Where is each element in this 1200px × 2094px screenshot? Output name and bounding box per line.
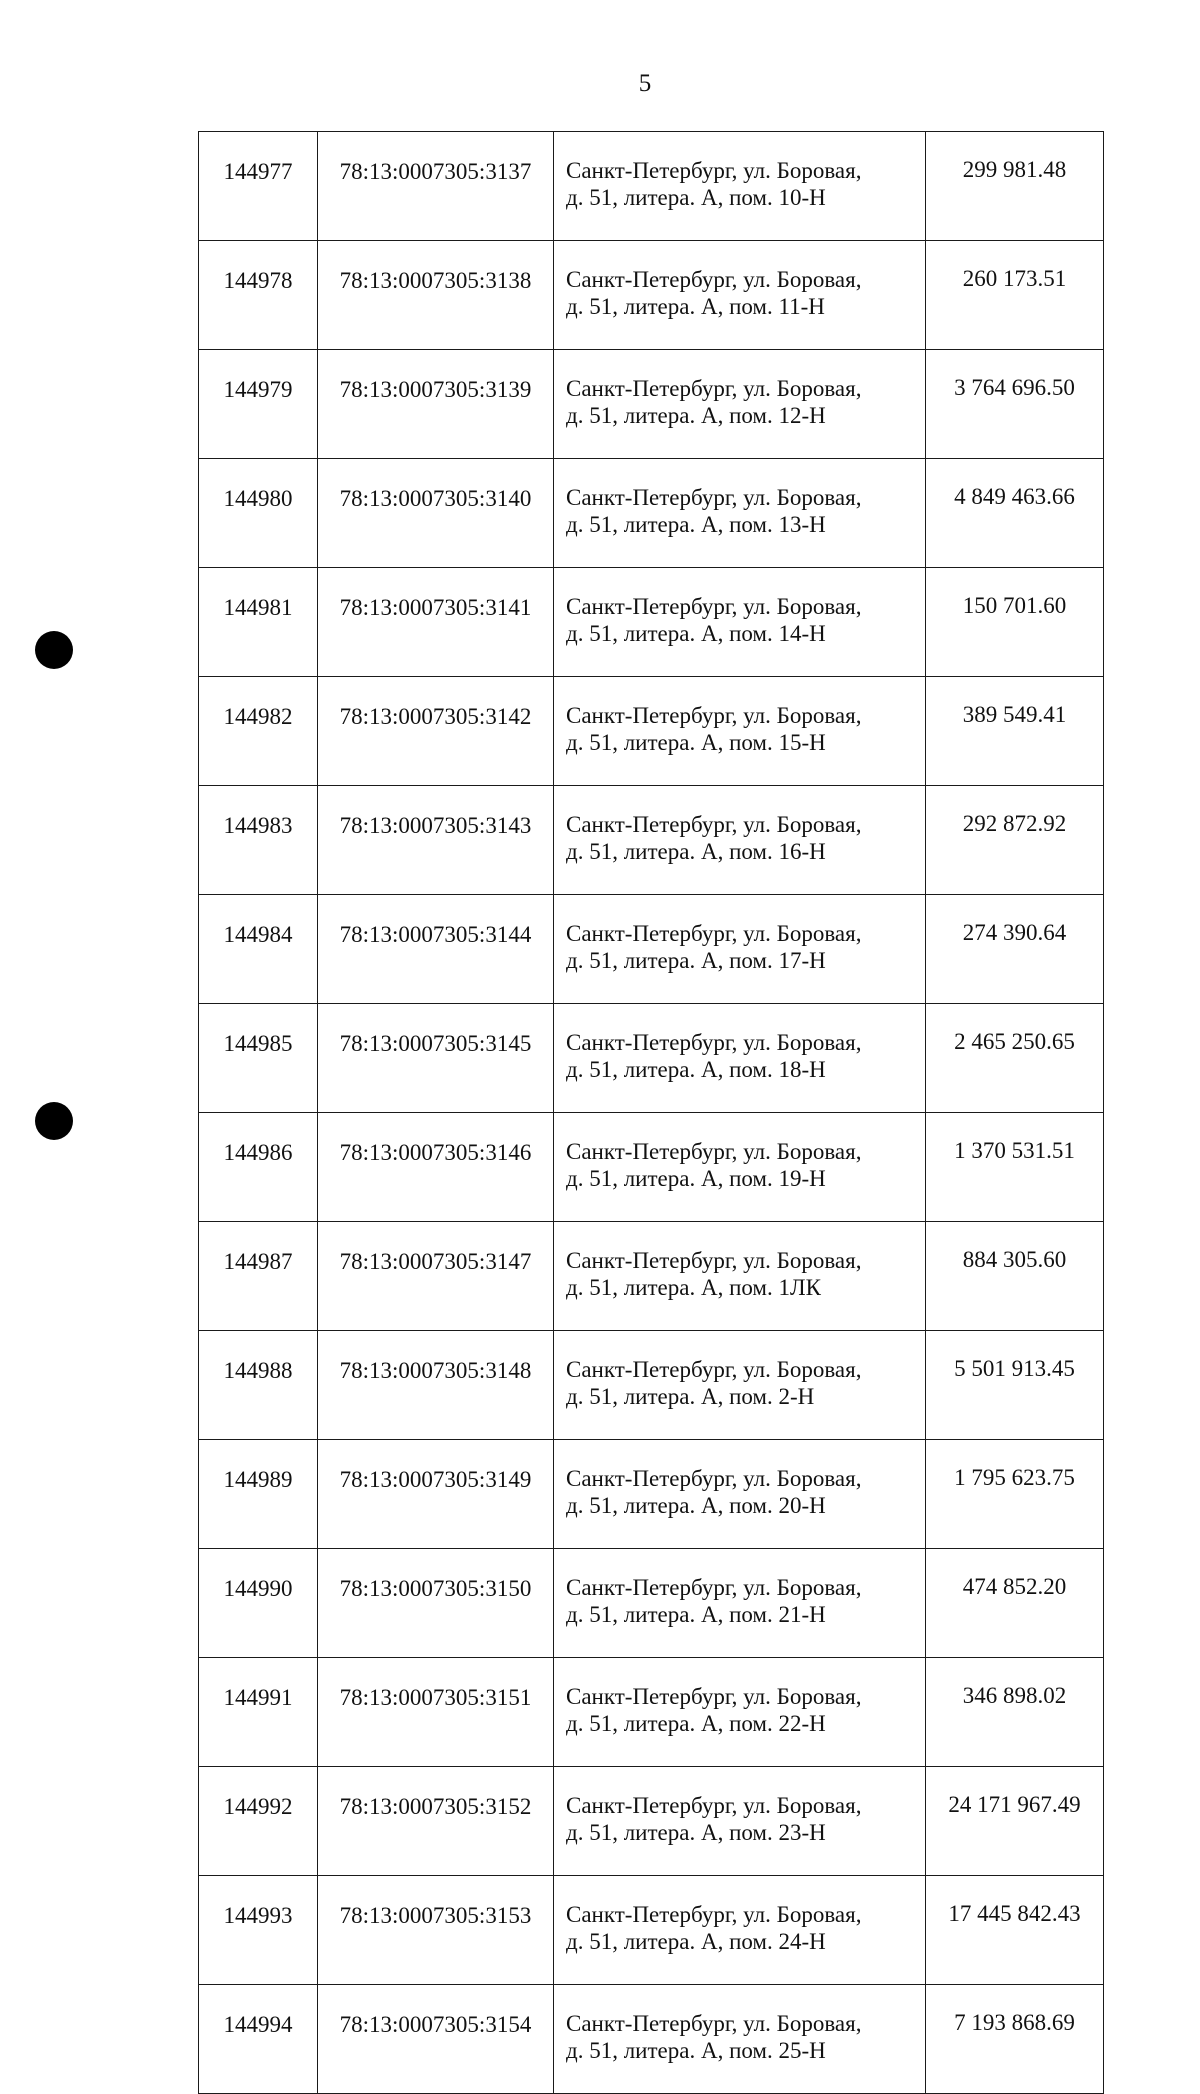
cadastral-number-cell: 78:13:0007305:3142 [318,677,554,786]
address-line-1: Санкт-Петербург, ул. Боровая, [566,1575,862,1600]
address-line-1: Санкт-Петербург, ул. Боровая, [566,376,862,401]
row-id-cell: 144987 [199,1222,318,1331]
row-id-cell: 144991 [199,1658,318,1767]
value-cell: 299 981.48 [926,132,1104,241]
row-id-cell: 144992 [199,1767,318,1876]
address-line-2: д. 51, литера. А, пом. 21-Н [566,1602,826,1627]
punch-hole-mark [35,631,73,669]
table-row [199,1549,1104,1658]
cadastral-number-cell: 78:13:0007305:3143 [318,786,554,895]
row-id-cell: 144994 [199,1985,318,2094]
table-row [199,895,1104,1004]
address-cell [554,1767,926,1876]
row-id-cell: 144979 [199,350,318,459]
value-cell: 474 852.20 [926,1549,1104,1658]
address-line-2: д. 51, литера. А, пом. 24-Н [566,1929,826,1954]
address-cell [554,1549,926,1658]
address-cell [554,241,926,350]
table-row [199,677,1104,786]
address-cell [554,1440,926,1549]
table-row [199,1767,1104,1876]
address-cell [554,895,926,1004]
row-id-cell: 144978 [199,241,318,350]
value-cell: 5 501 913.45 [926,1331,1104,1440]
row-id-cell: 144989 [199,1440,318,1549]
row-id-cell: 144981 [199,568,318,677]
address-cell [554,1004,926,1113]
table-row [199,1658,1104,1767]
table-row [199,1440,1104,1549]
table-row [199,1004,1104,1113]
address-cell [554,132,926,241]
address-line-2: д. 51, литера. А, пом. 14-Н [566,621,826,646]
row-id-cell: 144986 [199,1113,318,1222]
value-cell: 1 370 531.51 [926,1113,1104,1222]
address-cell [554,1331,926,1440]
table-row [199,786,1104,895]
row-id-cell: 144984 [199,895,318,1004]
cadastral-number-cell: 78:13:0007305:3147 [318,1222,554,1331]
address-line-1: Санкт-Петербург, ул. Боровая, [566,2011,862,2036]
address-line-1: Санкт-Петербург, ул. Боровая, [566,158,862,183]
address-line-2: д. 51, литера. А, пом. 13-Н [566,512,826,537]
cadastral-number-cell: 78:13:0007305:3140 [318,459,554,568]
table-row [199,1113,1104,1222]
cadastral-number-cell: 78:13:0007305:3153 [318,1876,554,1985]
punch-hole-mark [35,1102,73,1140]
value-cell: 884 305.60 [926,1222,1104,1331]
cadastral-number-cell: 78:13:0007305:3154 [318,1985,554,2094]
cadastral-number-cell: 78:13:0007305:3149 [318,1440,554,1549]
address-line-2: д. 51, литера. А, пом. 2-Н [566,1384,815,1409]
address-line-1: Санкт-Петербург, ул. Боровая, [566,1466,862,1491]
address-line-1: Санкт-Петербург, ул. Боровая, [566,1793,862,1818]
value-cell: 1 795 623.75 [926,1440,1104,1549]
value-cell: 3 764 696.50 [926,350,1104,459]
table-row [199,1985,1104,2094]
table-row [199,241,1104,350]
row-id-cell: 144983 [199,786,318,895]
address-line-2: д. 51, литера. А, пом. 25-Н [566,2038,826,2063]
address-line-1: Санкт-Петербург, ул. Боровая, [566,594,862,619]
value-cell: 150 701.60 [926,568,1104,677]
address-line-1: Санкт-Петербург, ул. Боровая, [566,1684,862,1709]
table-row [199,1876,1104,1985]
address-line-2: д. 51, литера. А, пом. 15-Н [566,730,826,755]
row-id-cell: 144988 [199,1331,318,1440]
address-cell [554,677,926,786]
address-line-2: д. 51, литера. А, пом. 16-Н [566,839,826,864]
table-row [199,350,1104,459]
address-cell [554,1658,926,1767]
value-cell: 2 465 250.65 [926,1004,1104,1113]
address-line-2: д. 51, литера. А, пом. 11-Н [566,294,825,319]
value-cell: 292 872.92 [926,786,1104,895]
address-line-1: Санкт-Петербург, ул. Боровая, [566,1357,862,1382]
address-cell [554,459,926,568]
value-cell: 17 445 842.43 [926,1876,1104,1985]
address-line-1: Санкт-Петербург, ул. Боровая, [566,703,862,728]
cadastral-number-cell: 78:13:0007305:3137 [318,132,554,241]
cadastral-number-cell: 78:13:0007305:3146 [318,1113,554,1222]
cadastral-number-cell: 78:13:0007305:3139 [318,350,554,459]
row-id-cell: 144980 [199,459,318,568]
value-cell: 260 173.51 [926,241,1104,350]
address-line-1: Санкт-Петербург, ул. Боровая, [566,1248,862,1273]
value-cell: 346 898.02 [926,1658,1104,1767]
address-line-1: Санкт-Петербург, ул. Боровая, [566,1139,862,1164]
value-cell: 7 193 868.69 [926,1985,1104,2094]
address-cell [554,1113,926,1222]
address-line-2: д. 51, литера. А, пом. 23-Н [566,1820,826,1845]
row-id-cell: 144977 [199,132,318,241]
table-row [199,459,1104,568]
address-cell [554,350,926,459]
address-line-2: д. 51, литера. А, пом. 17-Н [566,948,826,973]
cadastral-number-cell: 78:13:0007305:3141 [318,568,554,677]
cadastral-number-cell: 78:13:0007305:3152 [318,1767,554,1876]
cadastral-number-cell: 78:13:0007305:3145 [318,1004,554,1113]
cadastral-number-cell: 78:13:0007305:3151 [318,1658,554,1767]
address-cell [554,1985,926,2094]
address-line-1: Санкт-Петербург, ул. Боровая, [566,812,862,837]
address-line-2: д. 51, литера. А, пом. 20-Н [566,1493,826,1518]
value-cell: 4 849 463.66 [926,459,1104,568]
page-number: 5 [638,70,652,97]
row-id-cell: 144985 [199,1004,318,1113]
address-line-1: Санкт-Петербург, ул. Боровая, [566,485,862,510]
address-line-2: д. 51, литера. А, пом. 1ЛК [566,1275,821,1300]
cadastral-number-cell: 78:13:0007305:3148 [318,1331,554,1440]
cadastral-number-cell: 78:13:0007305:3138 [318,241,554,350]
address-cell [554,568,926,677]
row-id-cell: 144990 [199,1549,318,1658]
address-cell [554,1876,926,1985]
table-row [199,1331,1104,1440]
table-row [199,132,1104,241]
address-line-1: Санкт-Петербург, ул. Боровая, [566,921,862,946]
address-line-2: д. 51, литера. А, пом. 18-Н [566,1057,826,1082]
property-registry-table [198,131,1104,2094]
address-line-1: Санкт-Петербург, ул. Боровая, [566,1030,862,1055]
address-line-1: Санкт-Петербург, ул. Боровая, [566,1902,862,1927]
value-cell: 274 390.64 [926,895,1104,1004]
address-cell [554,1222,926,1331]
address-line-2: д. 51, литера. А, пом. 10-Н [566,185,826,210]
table-row [199,568,1104,677]
address-line-2: д. 51, литера. А, пом. 22-Н [566,1711,826,1736]
address-cell [554,786,926,895]
table-body [199,132,1104,2094]
row-id-cell: 144993 [199,1876,318,1985]
cadastral-number-cell: 78:13:0007305:3144 [318,895,554,1004]
row-id-cell: 144982 [199,677,318,786]
address-line-2: д. 51, литера. А, пом. 19-Н [566,1166,826,1191]
value-cell: 24 171 967.49 [926,1767,1104,1876]
table-row [199,1222,1104,1331]
address-line-2: д. 51, литера. А, пом. 12-Н [566,403,826,428]
value-cell: 389 549.41 [926,677,1104,786]
cadastral-number-cell: 78:13:0007305:3150 [318,1549,554,1658]
address-line-1: Санкт-Петербург, ул. Боровая, [566,267,862,292]
